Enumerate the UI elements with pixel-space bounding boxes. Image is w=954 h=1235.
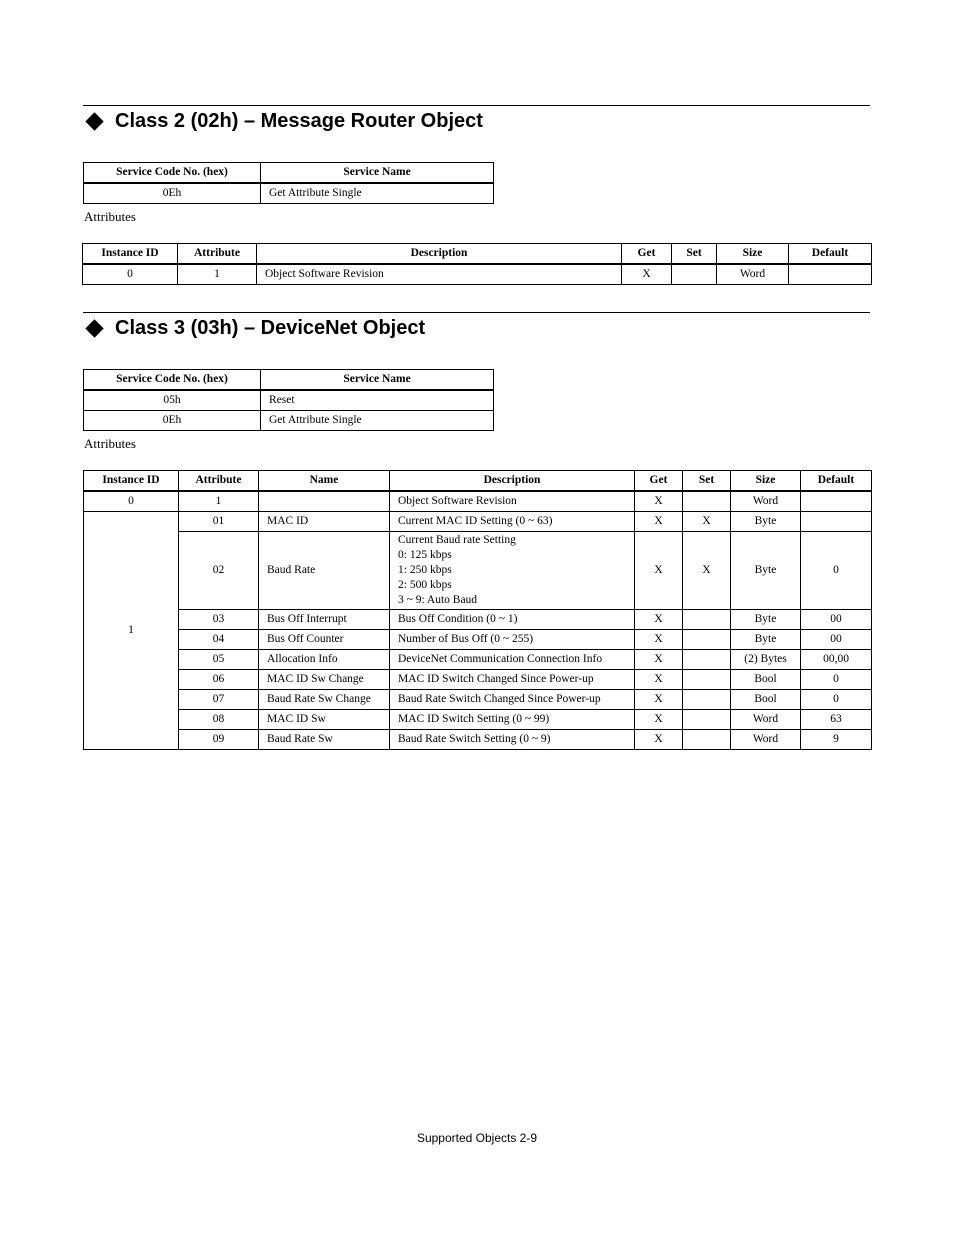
- column-header: Attribute: [179, 471, 259, 492]
- table-cell: X: [635, 512, 683, 532]
- table-cell: MAC ID Sw: [259, 710, 390, 730]
- baud-rate-description-cell: [390, 532, 635, 610]
- table-cell: Byte: [731, 512, 801, 532]
- column-header: Get: [635, 471, 683, 492]
- table-cell: MAC ID Switch Changed Since Power-up: [390, 670, 635, 690]
- table-cell: 0: [801, 670, 872, 690]
- table-cell: 01: [179, 512, 259, 532]
- description-line: 0: 125 kbps: [398, 549, 452, 561]
- table-cell: Byte: [731, 532, 801, 610]
- table-cell: 04: [179, 630, 259, 650]
- table-cell: MAC ID Sw Change: [259, 670, 390, 690]
- table-cell: Baud Rate Sw Change: [259, 690, 390, 710]
- table-cell: 0Eh: [84, 183, 261, 204]
- table-cell: 00,00: [801, 650, 872, 670]
- table-cell: Baud Rate Switch Changed Since Power-up: [390, 690, 635, 710]
- table-cell: Allocation Info: [259, 650, 390, 670]
- description-line: 3 ~ 9: Auto Baud: [398, 594, 478, 606]
- table-row: [84, 411, 494, 431]
- table-cell: 05: [179, 650, 259, 670]
- column-header: Set: [683, 471, 731, 492]
- table-cell: Current MAC ID Setting (0 ~ 63): [390, 512, 635, 532]
- table-row: [84, 650, 872, 670]
- table-row: [84, 730, 872, 750]
- column-header: Size: [731, 471, 801, 492]
- table-cell: Object Software Revision: [257, 264, 622, 285]
- table-cell: [801, 491, 872, 512]
- table-row: [84, 491, 872, 512]
- table-cell: [683, 730, 731, 750]
- column-header: Service Code No. (hex): [84, 370, 261, 391]
- table-cell: X: [635, 630, 683, 650]
- table-row: [83, 264, 872, 285]
- table-cell: [683, 690, 731, 710]
- table-row: [84, 390, 494, 411]
- table-cell: 09: [179, 730, 259, 750]
- table-cell: Baud Rate: [259, 532, 390, 610]
- table-row: [84, 512, 872, 532]
- table-cell: MAC ID Switch Setting (0 ~ 99): [390, 710, 635, 730]
- table-cell: 9: [801, 730, 872, 750]
- table-cell: 07: [179, 690, 259, 710]
- table-cell: X: [622, 264, 672, 285]
- column-header: Size: [717, 244, 789, 265]
- section-title: Class 3 (03h) – DeviceNet Object: [115, 317, 426, 339]
- table-cell: X: [635, 710, 683, 730]
- table-cell: Object Software Revision: [390, 491, 635, 512]
- table-cell: [683, 610, 731, 630]
- column-header: Service Name: [261, 163, 494, 184]
- table-cell: X: [635, 610, 683, 630]
- table-row: [84, 630, 872, 650]
- attribute-table: [82, 243, 872, 285]
- table-cell: X: [683, 532, 731, 610]
- column-header: Description: [257, 244, 622, 265]
- table-cell: 08: [179, 710, 259, 730]
- table-cell: 06: [179, 670, 259, 690]
- table-cell: 0: [83, 264, 178, 285]
- table-cell: 0Eh: [84, 411, 261, 431]
- attribute-table: [83, 470, 872, 750]
- service-table: [83, 162, 494, 204]
- column-header: Attribute: [178, 244, 257, 265]
- table-cell: DeviceNet Communication Connection Info: [390, 650, 635, 670]
- table-cell: [683, 630, 731, 650]
- table-cell: [683, 710, 731, 730]
- column-header: Instance ID: [84, 471, 179, 492]
- table-cell: Bus Off Counter: [259, 630, 390, 650]
- table-cell: 1: [178, 264, 257, 285]
- column-header: Default: [789, 244, 872, 265]
- table-row: [84, 610, 872, 630]
- table-cell: X: [635, 730, 683, 750]
- section-heading: [84, 110, 483, 133]
- table-cell: Bool: [731, 670, 801, 690]
- table-cell: Get Attribute Single: [261, 183, 494, 204]
- table-cell: Reset: [261, 390, 494, 411]
- column-header: Default: [801, 471, 872, 492]
- table-cell: Baud Rate Sw: [259, 730, 390, 750]
- table-cell: (2) Bytes: [731, 650, 801, 670]
- table-cell: 02: [179, 532, 259, 610]
- instance-id-cell: 1: [84, 512, 179, 750]
- table-row: [84, 532, 872, 610]
- table-cell: [683, 650, 731, 670]
- table-cell: [801, 512, 872, 532]
- page-footer: Supported Objects 2-9: [416, 1131, 538, 1145]
- table-cell: MAC ID: [259, 512, 390, 532]
- section-heading: [84, 317, 425, 340]
- table-cell: Number of Bus Off (0 ~ 255): [390, 630, 635, 650]
- table-cell: X: [635, 491, 683, 512]
- column-header: Service Code No. (hex): [84, 163, 261, 184]
- table-cell: Bus Off Condition (0 ~ 1): [390, 610, 635, 630]
- table-cell: Word: [731, 710, 801, 730]
- table-cell: Byte: [731, 630, 801, 650]
- table-cell: [789, 264, 872, 285]
- table-cell: 0: [801, 532, 872, 610]
- attributes-caption: Attributes: [84, 209, 136, 224]
- table-cell: Word: [731, 730, 801, 750]
- table-cell: X: [683, 512, 731, 532]
- diamond-bullet-icon: [85, 319, 103, 337]
- table-cell: X: [635, 690, 683, 710]
- column-header: Description: [390, 471, 635, 492]
- table-row: [84, 670, 872, 690]
- table-cell: Baud Rate Switch Setting (0 ~ 9): [390, 730, 635, 750]
- table-row: [84, 690, 872, 710]
- table-cell: 00: [801, 610, 872, 630]
- table-cell: Byte: [731, 610, 801, 630]
- table-cell: Get Attribute Single: [261, 411, 494, 431]
- table-cell: 03: [179, 610, 259, 630]
- column-header: Get: [622, 244, 672, 265]
- table-cell: X: [635, 532, 683, 610]
- table-cell: X: [635, 670, 683, 690]
- description-line: Current Baud rate Setting: [398, 534, 516, 546]
- table-cell: Word: [717, 264, 789, 285]
- description-line: 1: 250 kbps: [398, 564, 452, 576]
- table-cell: 0: [84, 491, 179, 512]
- column-header: Service Name: [261, 370, 494, 391]
- attributes-caption: Attributes: [84, 436, 136, 451]
- table-row: [84, 710, 872, 730]
- table-cell: [259, 491, 390, 512]
- section-divider: [83, 312, 870, 313]
- column-header: Instance ID: [83, 244, 178, 265]
- table-cell: [683, 670, 731, 690]
- column-header: Set: [672, 244, 717, 265]
- table-cell: Bus Off Interrupt: [259, 610, 390, 630]
- column-header: Name: [259, 471, 390, 492]
- table-row: [84, 183, 494, 204]
- table-cell: 0: [801, 690, 872, 710]
- section-divider: [83, 105, 870, 106]
- table-cell: Bool: [731, 690, 801, 710]
- table-cell: [672, 264, 717, 285]
- table-cell: X: [635, 650, 683, 670]
- table-cell: 63: [801, 710, 872, 730]
- diamond-bullet-icon: [85, 112, 103, 130]
- section-title: Class 2 (02h) – Message Router Object: [115, 110, 483, 132]
- table-cell: 05h: [84, 390, 261, 411]
- table-cell: 1: [179, 491, 259, 512]
- table-cell: 00: [801, 630, 872, 650]
- table-cell: Word: [731, 491, 801, 512]
- service-table: [83, 369, 494, 431]
- description-line: 2: 500 kbps: [398, 579, 452, 591]
- table-cell: [683, 491, 731, 512]
